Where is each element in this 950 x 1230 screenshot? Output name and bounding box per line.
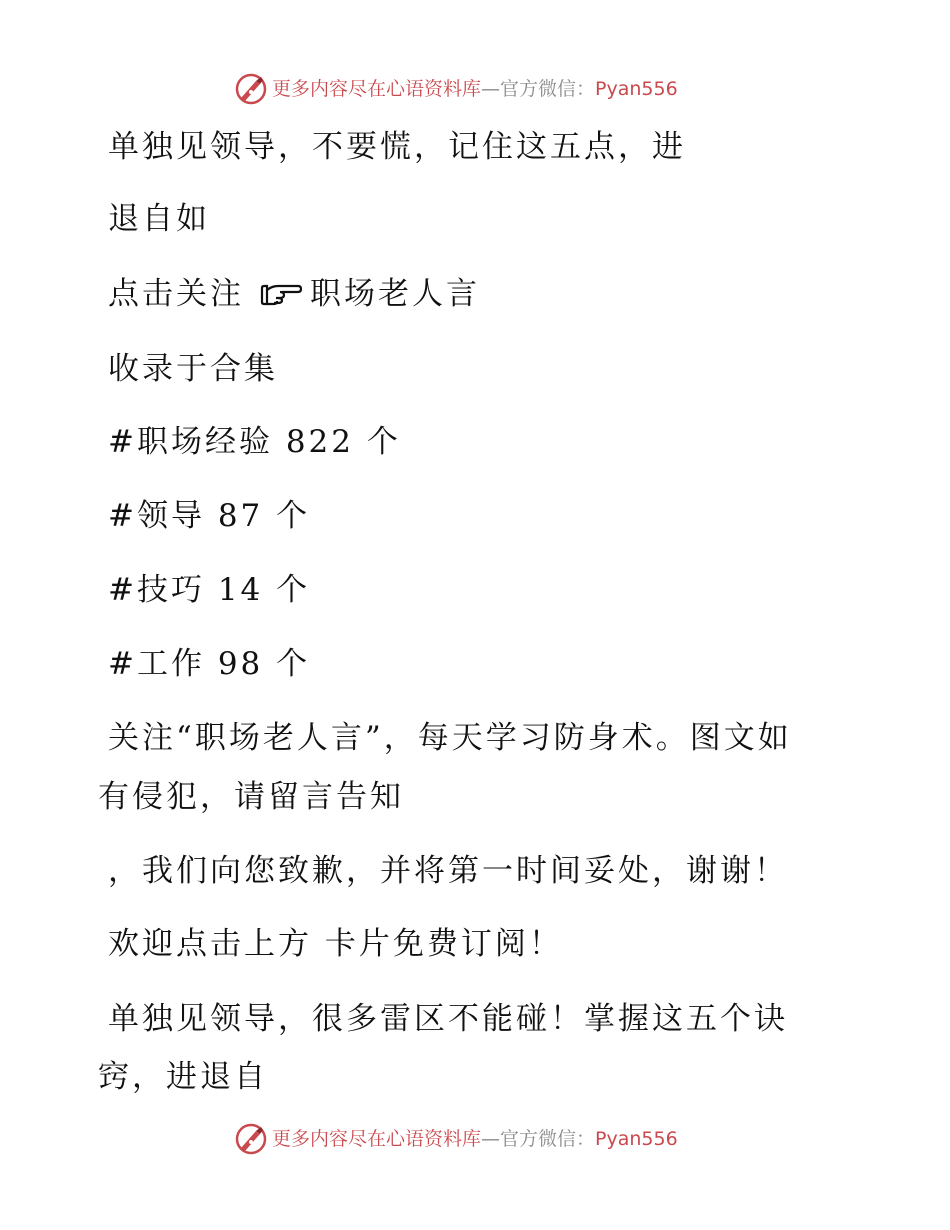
banner-main-text: 更多内容尽在心语资料库 [272, 78, 482, 100]
header-banner [0, 70, 950, 110]
tag-item[interactable]: #工作 98 个 [108, 646, 311, 682]
follow-line [108, 274, 480, 314]
follow-account-name[interactable]: 职场老人言 [310, 276, 480, 312]
footer-banner-text [272, 1127, 678, 1151]
banner-dash: — [481, 1128, 501, 1150]
pen-logo-icon [234, 1122, 268, 1156]
notice-line-2: 有侵犯，请留言告知 [98, 779, 404, 815]
banner-dash: — [481, 78, 501, 100]
follow-prefix: 点击关注 [108, 276, 244, 312]
article-line-2: 窍，进退自 [98, 1059, 268, 1095]
tag-item[interactable]: #技巧 14 个 [108, 572, 311, 608]
banner-sub-text: 官方微信： [500, 1128, 596, 1150]
article-line-1: 单独见领导，很多雷区不能碰！掌握这五个诀 [108, 1001, 788, 1037]
pointing-hand-icon [258, 282, 302, 308]
pen-logo-icon [234, 72, 268, 106]
banner-wechat-id: Pyan556 [595, 1128, 678, 1150]
header-banner-text [272, 77, 678, 101]
tag-item[interactable]: #领导 87 个 [108, 498, 311, 534]
notice-line-1: 关注“职场老人言”，每天学习防身术。图文如 [108, 720, 792, 756]
tag-item[interactable]: #职场经验 822 个 [108, 424, 401, 460]
banner-sub-text: 官方微信： [500, 78, 596, 100]
banner-main-text: 更多内容尽在心语资料库 [272, 1128, 482, 1150]
collection-label: 收录于合集 [108, 351, 278, 387]
article-title-line-2: 退自如 [108, 201, 210, 237]
footer-banner [0, 1120, 950, 1160]
article-title-line-1: 单独见领导，不要慌，记住这五点，进 [108, 129, 686, 165]
subscribe-line: 欢迎点击上方 卡片免费订阅！ [108, 926, 563, 962]
banner-wechat-id: Pyan556 [595, 78, 678, 100]
notice-line-3: ，我们向您致歉，并将第一时间妥处，谢谢！ [108, 853, 788, 889]
